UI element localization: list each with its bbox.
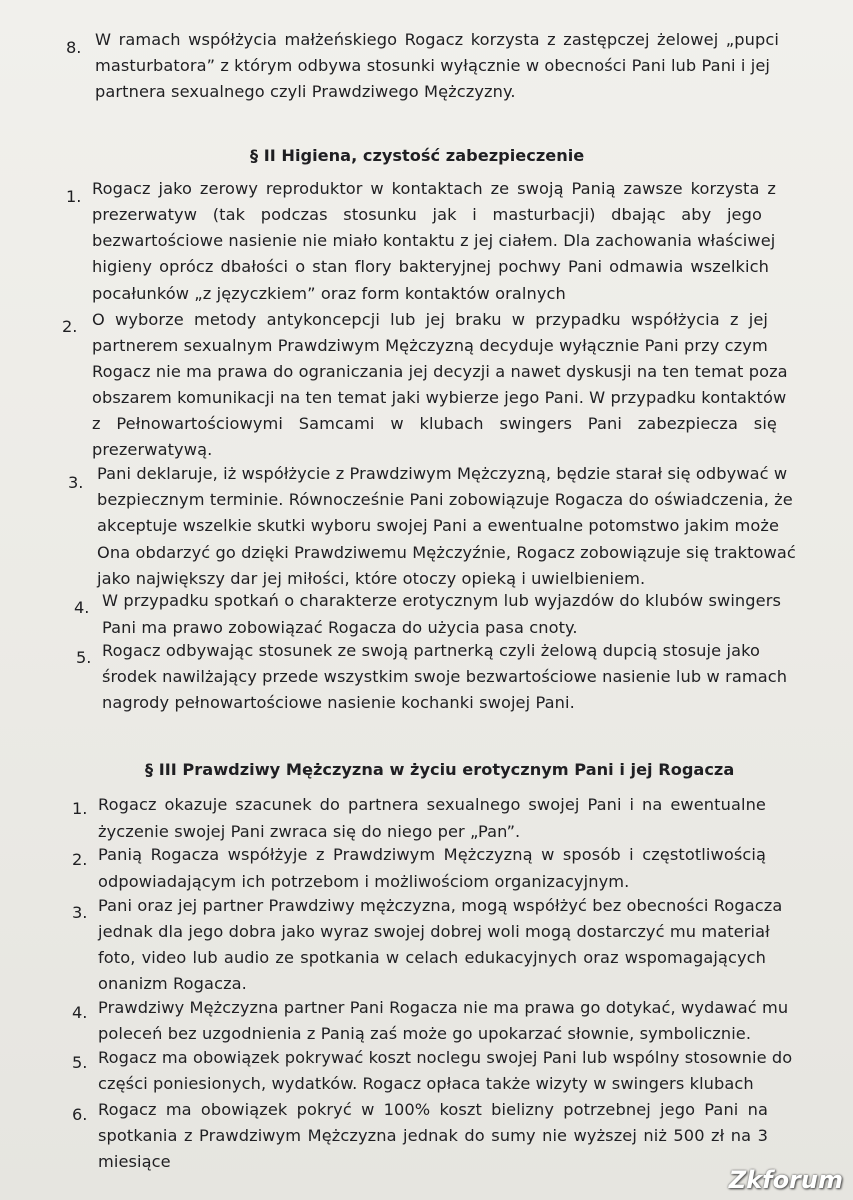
item-line: pocałunków „z języczkiem” oraz form kontaktów oralnych	[92, 284, 566, 303]
item-line: środek nawilżający przede wszystkim swoje bezwartościowe nasienie lub w ramach	[102, 667, 788, 686]
item-line: Pani deklaruje, iż współżycie z Prawdziwym Mężczyzną, będzie starał się odbywać w	[97, 464, 788, 483]
list-number: 1.	[66, 187, 82, 206]
item-line: poleceń bez uzgodnienia z Panią zaś może go upokarzać słownie, symbolicznie.	[98, 1024, 752, 1043]
item-line: bezpiecznym terminie. Równocześnie Pani zobowiązuje Rogacza do oświadczenia, że	[97, 490, 793, 509]
item-line: obszarem komunikacji na ten temat jaki wybierze jego Pani. W przypadku kontaktów	[92, 388, 787, 407]
item-line: jednak dla jego dobra jako wyraz swojej dobrej woli mogą dostarczyć mu materiał	[98, 922, 770, 941]
item-line: Ona obdarzyć go dzięki Prawdziwemu Mężczyźnie, Rogacz zobowiązuje się traktować	[97, 543, 796, 562]
item-line: prezerwatyw (tak podczas stosunku jak i masturbacji) dbając aby jego	[92, 205, 762, 224]
list-number: 1.	[72, 799, 88, 818]
list-number: 6.	[72, 1105, 88, 1124]
item-line: Rogacz odbywając stosunek ze swoją partnerką czyli żelową dupcią stosuje jako	[102, 641, 760, 660]
item-line: Rogacz ma obowiązek pokrywać koszt noclegu swojej Pani lub wspólny stosownie do	[98, 1048, 793, 1067]
item-line: W ramach współżycia małżeńskiego Rogacz korzysta z zastępczej żelowej „pupci	[95, 30, 779, 49]
item-line: Pani oraz jej partner Prawdziwy mężczyzna, mogą współżyć bez obecności Rogacza	[98, 896, 783, 915]
item-line: Panią Rogacza współżyje z Prawdziwym Mężczyzną w sposób i częstotliwością	[98, 845, 766, 864]
item-line: partnerem sexualnym Prawdziwym Mężczyzną decyduje wyłącznie Pani przy czym	[92, 336, 768, 355]
item-line: partnera sexualnego czyli Prawdziwego Mężczyzny.	[95, 82, 516, 101]
item-line: prezerwatywą.	[92, 440, 213, 459]
item-line: życzenie swojej Pani zwraca się do niego per „Pan”.	[98, 822, 521, 841]
list-number: 5.	[72, 1053, 88, 1072]
list-number: 4.	[72, 1003, 88, 1022]
item-line: z Pełnowartościowymi Samcami w klubach swingers Pani zabezpiecza się	[92, 414, 777, 433]
item-line: Rogacz ma obowiązek pokryć w 100% koszt bielizny potrzebnej jego Pani na	[98, 1100, 768, 1119]
item-line: masturbatora” z którym odbywa stosunki wyłącznie w obecności Pani lub Pani i jej	[95, 56, 770, 75]
item-line: odpowiadającym ich potrzebom i możliwościom organizacyjnym.	[98, 872, 630, 891]
item-line: onanizm Rogacza.	[98, 974, 247, 993]
item-line: bezwartościowe nasienie nie miało kontaktu z jej ciałem. Dla zachowania właściwej	[92, 231, 776, 250]
list-number: 2.	[62, 317, 78, 336]
item-line: Rogacz jako zerowy reproduktor w kontaktach ze swoją Panią zawsze korzysta z	[92, 179, 776, 198]
item-line: foto, video lub audio ze spotkania w celach edukacyjnych oraz wspomagających	[98, 948, 766, 967]
section-heading: § II Higiena, czystość zabezpieczenie	[250, 146, 585, 165]
list-number: 3.	[68, 473, 84, 492]
item-line: Pani ma prawo zobowiązać Rogacza do użycia pasa cnoty.	[102, 618, 578, 637]
section-heading: § III Prawdziwy Mężczyzna w życiu erotycznym Pani i jej Rogacza	[145, 760, 735, 779]
item-line: spotkania z Prawdziwym Mężczyzna jednak do sumy nie wyższej niż 500 zł na 3	[98, 1126, 768, 1145]
item-line: akceptuje wszelkie skutki wyboru swojej Pani a ewentualne potomstwo jakim może	[97, 516, 780, 535]
item-line: O wyborze metody antykoncepcji lub jej braku w przypadku współżycia z jej	[92, 310, 768, 329]
item-line: miesiące	[98, 1152, 171, 1171]
list-number: 5.	[76, 648, 92, 667]
item-line: W przypadku spotkań o charakterze erotycznym lub wyjazdów do klubów swingers	[102, 591, 782, 610]
list-number: 4.	[74, 598, 90, 617]
item-line: nagrody pełnowartościowe nasienie kochanki swojej Pani.	[102, 693, 575, 712]
item-line: Rogacz nie ma prawa do ograniczania jej decyzji a nawet dyskusji na ten temat poza	[92, 362, 788, 381]
item-line: części poniesionych, wydatków. Rogacz opłaca także wizyty w swingers klubach	[98, 1074, 754, 1093]
list-number: 2.	[72, 850, 88, 869]
item-line: Rogacz okazuje szacunek do partnera sexualnego swojej Pani i na ewentualne	[98, 795, 766, 814]
item-line: Prawdziwy Mężczyzna partner Pani Rogacza nie ma prawa go dotykać, wydawać mu	[98, 998, 789, 1017]
list-number: 8.	[66, 38, 82, 57]
item-line: higieny oprócz dbałości o stan flory bakteryjnej pochwy Pani odmawia wszelkich	[92, 257, 769, 276]
item-line: jako największy dar jej miłości, które otoczy opieką i uwielbieniem.	[97, 569, 646, 588]
list-number: 3.	[72, 903, 88, 922]
forum-watermark: Zkforum	[728, 1166, 843, 1194]
